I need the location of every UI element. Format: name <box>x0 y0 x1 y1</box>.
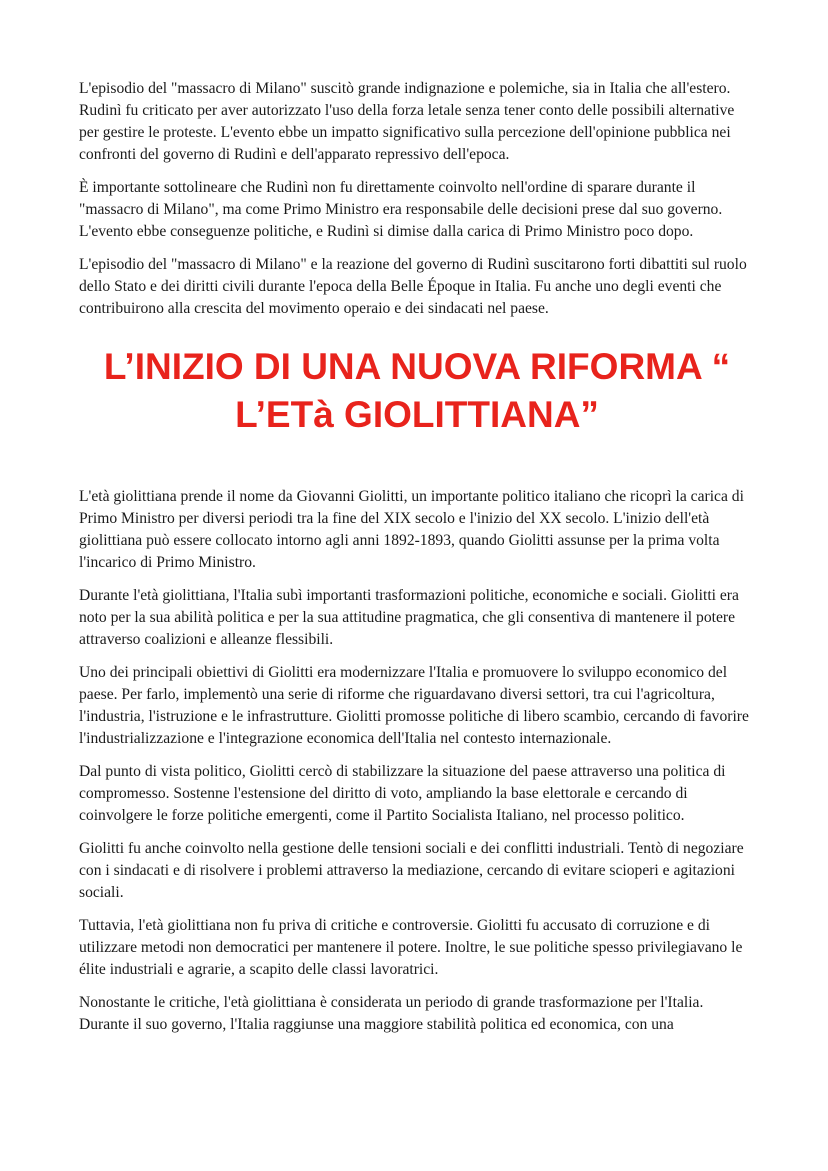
body-paragraph-6: Tuttavia, l'età giolittiana non fu priva di critiche e controversie. Giolitti fu accusato di corruzione e di utilizzare metodi non democratici per mantenere il potere. Inoltre, le sue politiche spesso privilegiavano le élite industriali e agrarie, a scapito delle classi lavoratrici. <box>79 917 743 978</box>
section-title-line-2: L’ETà GIOLITTIANA” <box>235 394 599 435</box>
section-title <box>69 343 765 439</box>
intro-paragraph-3: L'episodio del "massacro di Milano" e la reazione del governo di Rudinì suscitarono forti dibattiti sul ruolo dello Stato e dei diritti civili durante l'epoca della Belle Époque in Italia. Fu anche uno degli eventi che contribuirono alla crescita del movimento operaio e dei sindacati nel paese. <box>79 256 747 317</box>
body-paragraph-1: L'età giolittiana prende il nome da Giovanni Giolitti, un importante politico italiano che ricoprì la carica di Primo Ministro per diversi periodi tra la fine del XIX secolo e l'inizio del XX secolo. L'inizio dell'età giolittiana può essere collocato intorno agli anni 1892-1893, quando Giolitti assunse per la prima volta l'incarico di Primo Ministro. <box>79 488 744 571</box>
body-paragraph-3: Uno dei principali obiettivi di Giolitti era modernizzare l'Italia e promuovere lo sviluppo economico del paese. Per farlo, implementò una serie di riforme che riguardavano diversi settori, tra cui l'agricoltura, l'industria, l'istruzione e le infrastrutture. Giolitti promosse politiche di libero scambio, cercando di favorire l'industrializzazione e l'integrazione economica dell'Italia nel contesto internazionale. <box>79 664 749 747</box>
body-paragraph-4: Dal punto di vista politico, Giolitti cercò di stabilizzare la situazione del paese attraverso una politica di compromesso. Sostenne l'estensione del diritto di voto, ampliando la base elettorale e cercando di coinvolgere le forze politiche emergenti, come il Partito Socialista Italiano, nel processo politico. <box>79 763 726 824</box>
body-paragraph-5: Giolitti fu anche coinvolto nella gestione delle tensioni sociali e dei conflitti industriali. Tentò di negoziare con i sindacati e di risolvere i problemi attraverso la mediazione, cercando di evitare scioperi e agitazioni sociali. <box>79 840 744 901</box>
body-paragraph-2: Durante l'età giolittiana, l'Italia subì importanti trasformazioni politiche, economiche e sociali. Giolitti era noto per la sua abilità politica e per la sua attitudine pragmatica, che gli consentiva di mantenere il potere attraverso coalizioni e alleanze flessibili. <box>79 587 739 648</box>
document-page <box>79 78 755 1047</box>
intro-paragraph-1: L'episodio del "massacro di Milano" suscitò grande indignazione e polemiche, sia in Italia che all'estero. Rudinì fu criticato per aver autorizzato l'uso della forza letale senza tener conto delle possibili alternative per gestire le proteste. L'evento ebbe un impatto significativo sulla percezione dell'opinione pubblica nei confronti del governo di Rudinì e dell'apparato repressivo dell'epoca. <box>79 80 735 163</box>
body-paragraph-7: Nonostante le critiche, l'età giolittiana è considerata un periodo di grande trasformazione per l'Italia. Durante il suo governo, l'Italia raggiunse una maggiore stabilità politica ed economica, con una <box>79 994 704 1033</box>
section-title-line-1: L’INIZIO DI UNA NUOVA RIFORMA “ <box>103 346 731 387</box>
intro-paragraph-2: È importante sottolineare che Rudinì non fu direttamente coinvolto nell'ordine di sparare durante il "massacro di Milano", ma come Primo Ministro era responsabile delle decisioni prese dal suo governo. L'evento ebbe conseguenze politiche, e Rudinì si dimise dalla carica di Primo Ministro poco dopo. <box>79 179 723 240</box>
